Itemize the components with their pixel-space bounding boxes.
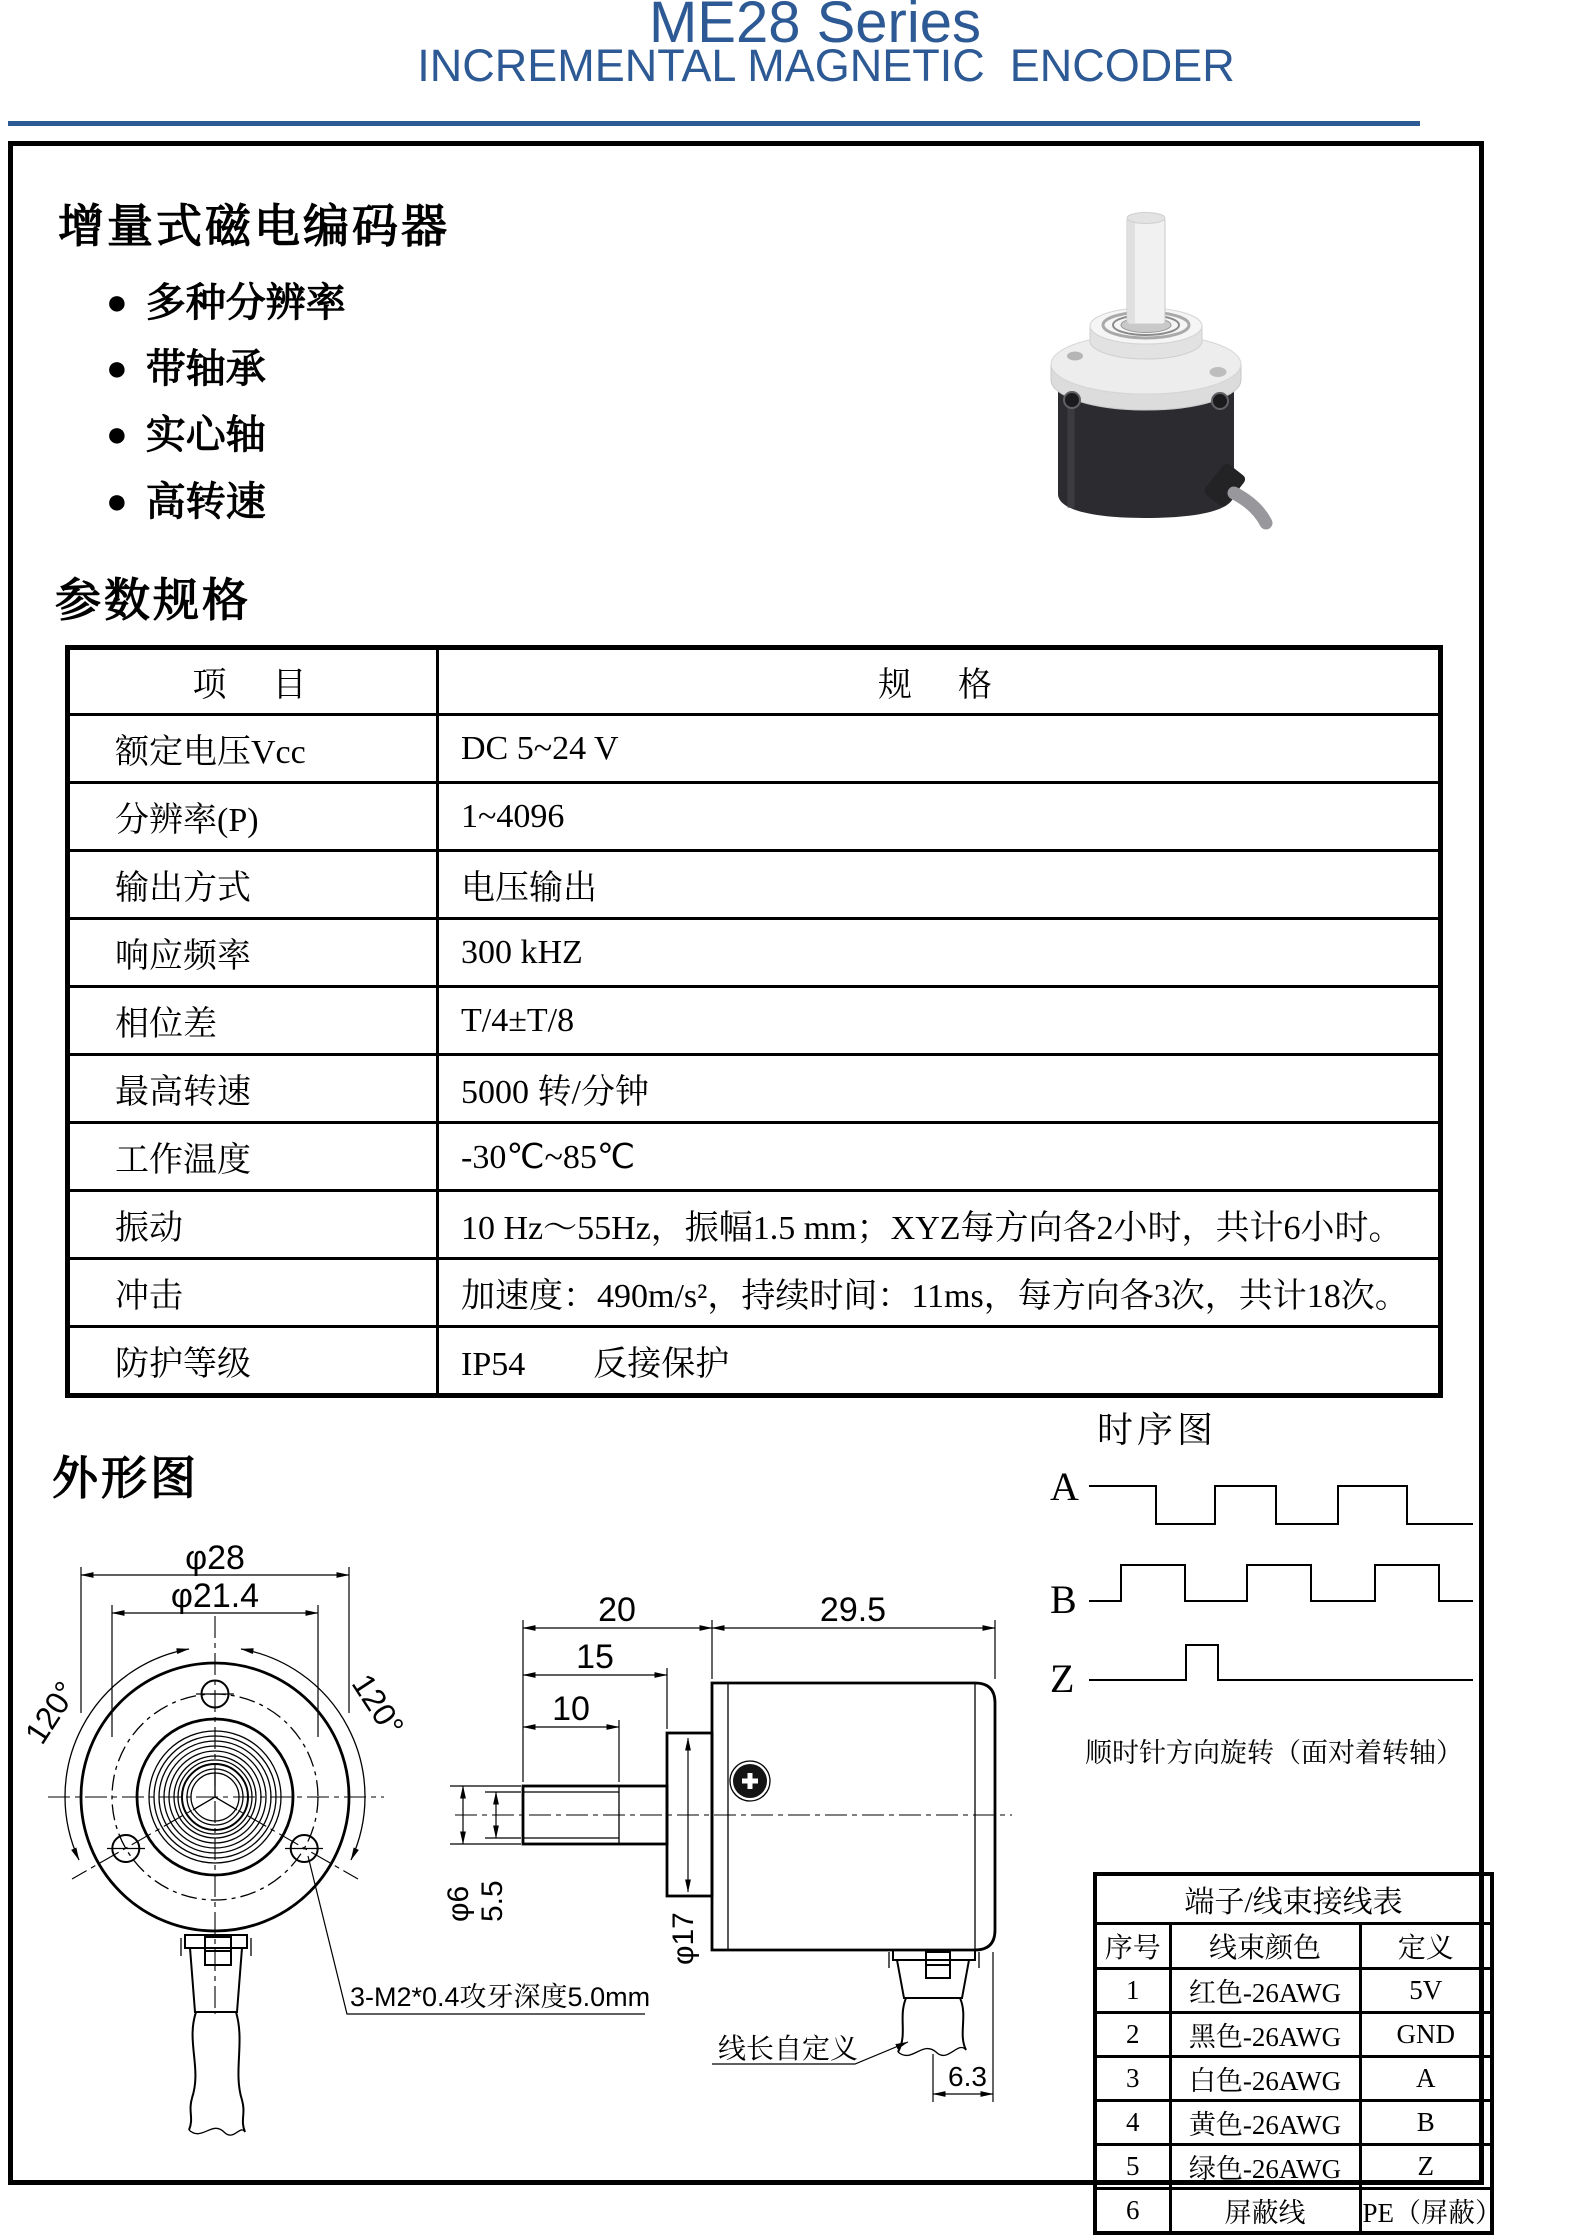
spec-row xyxy=(68,1327,1441,1396)
cable-note xyxy=(712,2033,908,2064)
wiring-col-color: 线束颜色 xyxy=(1170,1924,1360,1969)
spec-item: 额定电压Vcc xyxy=(68,715,438,783)
channel-z-label: Z xyxy=(1050,1656,1075,1701)
spec-row xyxy=(68,851,1441,919)
spec-value: 5000 转/分钟 xyxy=(438,1055,1441,1123)
dim-label: 10 xyxy=(552,1690,590,1728)
page-subtitle: INCREMENTAL MAGNETIC ENCODER xyxy=(417,40,1235,91)
spec-item: 工作温度 xyxy=(68,1123,438,1191)
feature-bullet xyxy=(106,477,266,526)
spec-value: -30℃~85℃ xyxy=(438,1123,1441,1191)
wire-def: 5V xyxy=(1360,1969,1492,2013)
body-screw xyxy=(1212,393,1228,409)
wire-color: 绿色-26AWG xyxy=(1170,2145,1360,2189)
side-cable xyxy=(889,1950,979,2055)
dim-label: φ6 xyxy=(442,1885,475,1922)
spec-item: 振动 xyxy=(68,1191,438,1259)
wire-no: 5 xyxy=(1095,2145,1170,2189)
wiring-row xyxy=(1095,2101,1492,2145)
dim-15 xyxy=(523,1638,667,1729)
angle-label-left: 120° xyxy=(17,1674,84,1751)
front-cable xyxy=(181,1935,251,2135)
wire-color: 白色-26AWG xyxy=(1170,2057,1360,2101)
wire-def: Z xyxy=(1360,2145,1492,2189)
spec-row xyxy=(68,1055,1441,1123)
wiring-col-no: 序号 xyxy=(1095,1924,1170,1969)
wire-no: 6 xyxy=(1095,2189,1170,2234)
wiring-header-row xyxy=(1095,1924,1492,1969)
spec-row xyxy=(68,1191,1441,1259)
feature-label: 多种分辨率 xyxy=(145,281,346,325)
spec-row xyxy=(68,1259,1441,1327)
waveform-z xyxy=(1089,1645,1473,1680)
spec-header-row xyxy=(68,648,1441,715)
spec-row xyxy=(68,1123,1441,1191)
wiring-col-def: 定义 xyxy=(1360,1924,1492,1969)
encoder-body-photo xyxy=(1051,213,1266,524)
cable-stub xyxy=(1234,493,1266,523)
dim-label: φ28 xyxy=(185,1539,245,1577)
dim-label: φ21.4 xyxy=(170,1577,260,1615)
outline-heading: 外形图 xyxy=(52,1452,199,1504)
specs-heading: 参数规格 xyxy=(55,574,251,626)
wire-no: 1 xyxy=(1095,1969,1170,2013)
spec-row xyxy=(68,987,1441,1055)
wire-def: B xyxy=(1360,2101,1492,2145)
header-rule xyxy=(8,121,1420,126)
spec-col-item: 项 目 xyxy=(68,648,438,715)
wire-color: 黑色-26AWG xyxy=(1170,2013,1360,2057)
wiring-table xyxy=(1093,1872,1503,2235)
dim-10 xyxy=(523,1690,619,1782)
spec-item: 响应频率 xyxy=(68,919,438,987)
timing-title: 时序图 xyxy=(1097,1409,1218,1450)
side-screw xyxy=(730,1761,770,1801)
spec-item: 防护等级 xyxy=(68,1327,438,1396)
spec-table xyxy=(65,645,1443,1398)
side-view xyxy=(442,1591,1012,2102)
dim-label: 5.5 xyxy=(476,1880,509,1922)
wire-no: 2 xyxy=(1095,2013,1170,2057)
spec-col-spec: 规 格 xyxy=(438,648,1441,715)
flange-hole xyxy=(1067,352,1083,361)
wiring-row xyxy=(1095,1969,1492,2013)
wiring-row xyxy=(1095,2189,1492,2234)
centerlines xyxy=(48,1616,384,2014)
channel-a-label: A xyxy=(1050,1464,1079,1509)
channel-b-label: B xyxy=(1050,1577,1077,1622)
product-photo xyxy=(985,178,1285,523)
spec-item: 相位差 xyxy=(68,987,438,1055)
wire-color: 红色-26AWG xyxy=(1170,1969,1360,2013)
cable-note-label: 线长自定义 xyxy=(718,2033,859,2064)
wiring-row xyxy=(1095,2145,1492,2189)
dim-5-5 xyxy=(476,1792,521,1922)
spec-value: 电压输出 xyxy=(438,851,1441,919)
tap-note xyxy=(308,1856,650,2014)
feature-label: 带轴承 xyxy=(145,347,266,391)
dim-label: φ17 xyxy=(667,1912,700,1965)
flange-hole xyxy=(1210,367,1227,377)
spec-item: 冲击 xyxy=(68,1259,438,1327)
wiring-row xyxy=(1095,2057,1492,2101)
dim-29-5 xyxy=(712,1591,995,1679)
dim-20 xyxy=(523,1591,712,1782)
wiring-row xyxy=(1095,2013,1492,2057)
angle-label-right: 120° xyxy=(344,1667,412,1743)
spec-value: 10 Hz～55Hz，振幅1.5 mm；XYZ每方向各2小时，共计6小时。 xyxy=(438,1191,1441,1259)
page-title: ME28 Series xyxy=(648,0,982,55)
spec-item: 最高转速 xyxy=(68,1055,438,1123)
body-screw xyxy=(1064,392,1080,408)
feature-bullet xyxy=(106,344,266,393)
wire-color: 黄色-26AWG xyxy=(1170,2101,1360,2145)
spec-item: 输出方式 xyxy=(68,851,438,919)
spec-value: 加速度：490m/s²，持续时间：11ms，每方向各3次，共计18次。 xyxy=(438,1259,1441,1327)
dim-phi17 xyxy=(667,1738,700,1965)
feature-bullet xyxy=(106,278,346,327)
dim-label: 15 xyxy=(576,1638,614,1676)
tap-note-label: 3-M2*0.4攻牙深度5.0mm xyxy=(350,1982,651,2012)
wire-def: A xyxy=(1360,2057,1492,2101)
spec-value: 1~4096 xyxy=(438,783,1441,851)
spec-value: T/4±T/8 xyxy=(438,987,1441,1055)
dim-label: 29.5 xyxy=(819,1591,887,1629)
rotation-note: 顺时针方向旋转（面对着转轴） xyxy=(1085,1738,1463,1768)
spec-value: DC 5~24 V xyxy=(438,715,1441,783)
intro-heading: 增量式磁电编码器 xyxy=(58,200,450,252)
body-outline xyxy=(712,1683,995,1950)
spec-row xyxy=(68,715,1441,783)
spec-row xyxy=(68,919,1441,987)
feature-label: 实心轴 xyxy=(145,413,266,457)
waveform-b xyxy=(1089,1565,1473,1601)
spec-row xyxy=(68,783,1441,851)
spec-value: 300 kHZ xyxy=(438,919,1441,987)
dim-label: 6.3 xyxy=(948,2061,987,2092)
wire-color: 屏蔽线 xyxy=(1170,2189,1360,2234)
waveform-a xyxy=(1089,1486,1473,1524)
wire-no: 3 xyxy=(1095,2057,1170,2101)
wire-def: PE（屏蔽） xyxy=(1360,2189,1492,2234)
timing-diagram xyxy=(1050,1409,1473,1768)
wire-def: GND xyxy=(1360,2013,1492,2057)
dim-label: 20 xyxy=(598,1591,636,1629)
spec-value: IP54 反接保护 xyxy=(438,1327,1441,1396)
wiring-title-row xyxy=(1095,1874,1492,1924)
spec-item: 分辨率(P) xyxy=(68,783,438,851)
feature-label: 高转速 xyxy=(145,480,266,524)
wire-no: 4 xyxy=(1095,2101,1170,2145)
feature-bullet xyxy=(106,410,266,459)
wiring-title: 端子/线束接线表 xyxy=(1095,1874,1492,1924)
